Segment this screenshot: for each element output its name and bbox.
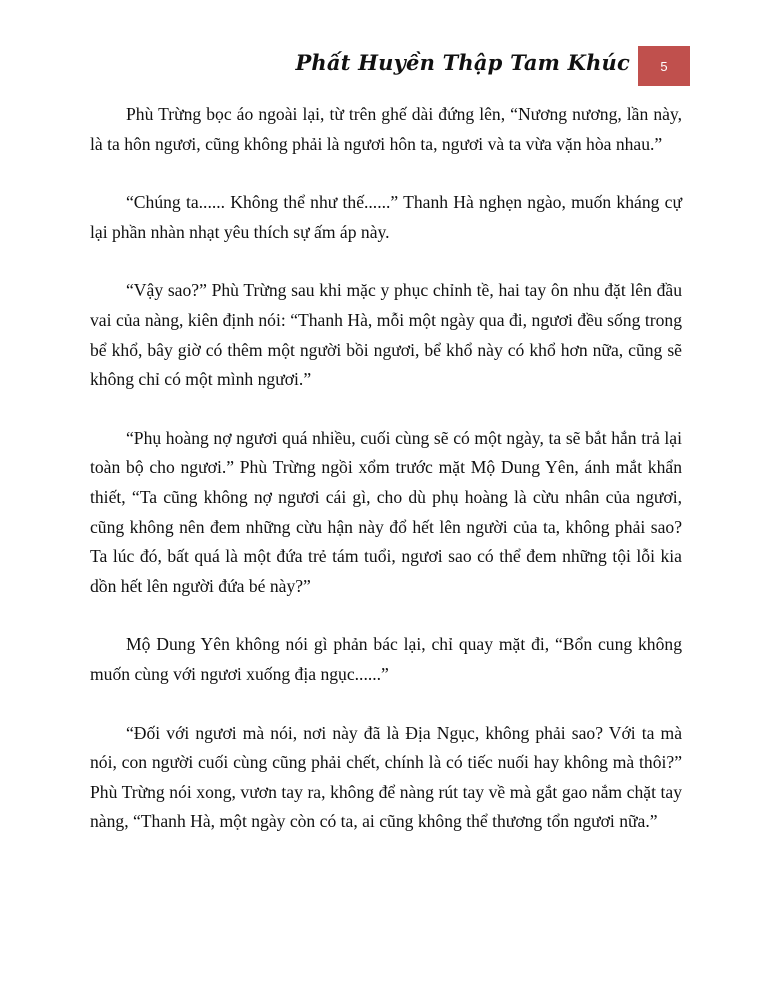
page-header (90, 46, 690, 86)
page-body (90, 100, 682, 866)
paragraph-1: Phù Trừng bọc áo ngoài lại, từ trên ghế dài đứng lên, “Nương nương, lần này, là ta hôn ngươi, cũng không phải là ngươi hôn ta, ngươi và ta vừa vặn hòa nhau.” (90, 104, 682, 154)
page-number: 5 (660, 58, 668, 74)
paragraph-3: “Vậy sao?” Phù Trừng sau khi mặc y phục chỉnh tề, hai tay ôn nhu đặt lên đầu vai của nàng, kiên định nói: “Thanh Hà, mỗi một ngày qua đi, ngươi đều sống trong bể khổ, bây giờ có thêm một người bồi ngươi, bể khổ này có khổ hơn nữa, cũng sẽ không chỉ có một mình ngươi.” (90, 280, 682, 390)
book-title: Phất Huyền Thập Tam Khúc (295, 50, 630, 75)
paragraph-2: “Chúng ta...... Không thể như thế......” Thanh Hà nghẹn ngào, muốn kháng cự lại phần nhàn nhạt yêu thích sự ấm áp này. (90, 192, 682, 242)
paragraph-5: Mộ Dung Yên không nói gì phản bác lại, chỉ quay mặt đi, “Bổn cung không muốn cùng với ngươi xuống địa ngục......” (90, 634, 682, 684)
paragraph-4: “Phụ hoàng nợ ngươi quá nhiều, cuối cùng sẽ có một ngày, ta sẽ bắt hắn trả lại toàn bộ cho ngươi.” Phù Trừng ngồi xổm trước mặt Mộ Dung Yên, ánh mắt khẩn thiết, “Ta cũng không nợ ngươi cái gì, cho dù phụ hoàng là cừu nhân của ngươi, cũng không nên đem những cừu hận này đổ hết lên người của ta, không phải sao? Ta lúc đó, bất quá là một đứa trẻ tám tuổi, ngươi sao có thể đem những tội lỗi kia dồn hết lên người đứa bé này?” (90, 427, 682, 596)
page-number-badge (638, 46, 690, 86)
paragraph-6: “Đối với ngươi mà nói, nơi này đã là Địa Ngục, không phải sao? Với ta mà nói, con người cuối cùng cũng phải chết, chính là có tiếc nuối hay không mà thôi?” Phù Trừng nói xong, vươn tay ra, không để nàng rút tay về mà gắt gao nắm chặt tay nàng, “Thanh Hà, một ngày còn có ta, ai cũng không thể thương tổn ngươi nữa.” (90, 722, 682, 832)
